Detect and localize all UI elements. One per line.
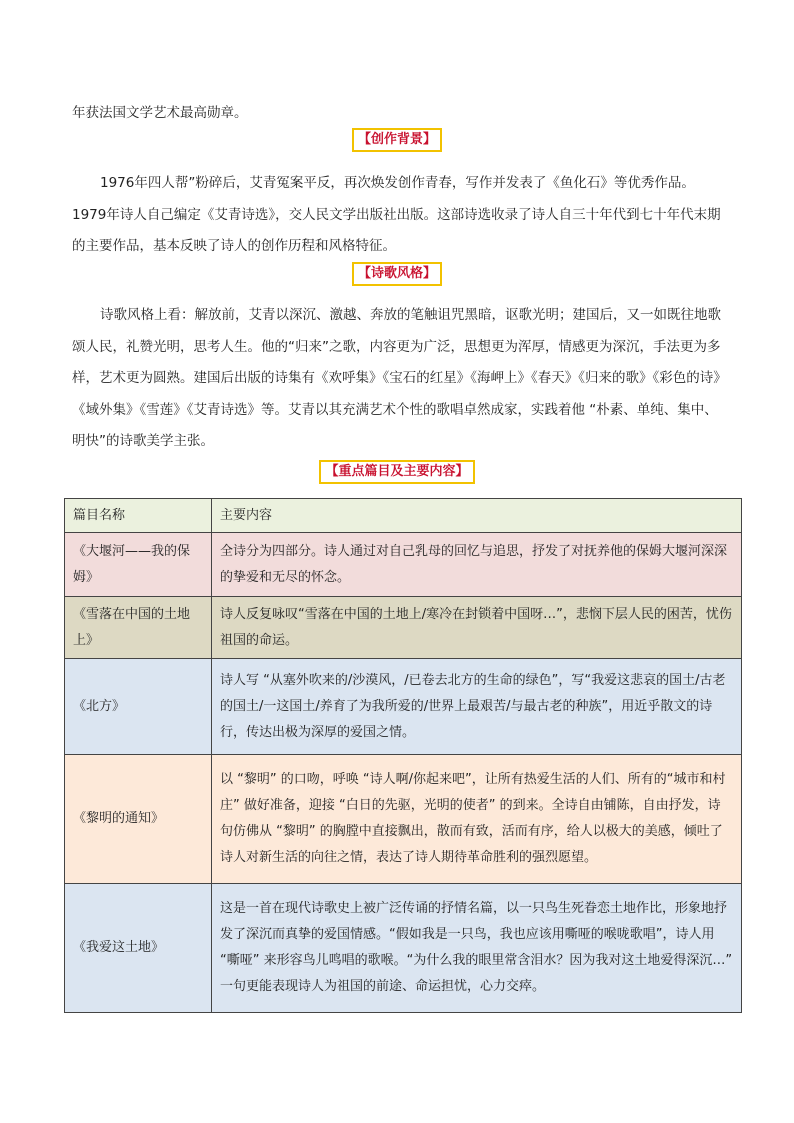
table-row (65, 533, 742, 597)
work-title: 《大堰河——我的保姆》 (65, 533, 212, 597)
work-content: 全诗分为四部分。诗人通过对自己乳母的回忆与追思，抒发了对抚养他的保姆大堰河深深的挚爱和无尽的怀念。 (212, 533, 742, 597)
heading-label: 【诗歌风格】 (352, 262, 442, 286)
work-title: 《我爱这土地》 (65, 884, 212, 1013)
table-header-row (65, 499, 742, 533)
section-heading-style (0, 262, 794, 288)
works-table (64, 498, 742, 1013)
section-heading-background (0, 128, 794, 154)
table-row (65, 659, 742, 755)
work-title: 《雪落在中国的土地上》 (65, 597, 212, 659)
work-title: 《黎明的通知》 (65, 755, 212, 884)
work-content: 诗人写 “从塞外吹来的/沙漠风，/已卷去北方的生命的绿色”，写“我爱这悲哀的国土/古老的国土/一这国土/养育了为我所爱的/世界上最艰苦/与最古老的种族”，用近乎散文的诗行，传达出极为深厚的爱国之情。 (212, 659, 742, 755)
column-header-content: 主要内容 (212, 499, 742, 533)
background-paragraph: 1976年四人帮”粉碎后，艾青冤案平反，再次焕发创作青春，写作并发表了《鱼化石》等优秀作品。1979年诗人自己编定《艾青诗选》，交人民文学出版社出版。这部诗选收录了诗人自三十年代到七十年代末期的主要作品，基本反映了诗人的创作历程和风格特征。 (72, 175, 721, 254)
intro-line: 年获法国文学艺术最高勋章。 (72, 105, 248, 121)
section-heading-works (0, 460, 794, 486)
table-row (65, 597, 742, 659)
style-paragraph: 诗歌风格上看：解放前，艾青以深沉、激越、奔放的笔触诅咒黑暗，讴歌光明；建国后，又一如既往地歌颂人民，礼赞光明，思考人生。他的“归来”之歌，内容更为广泛，思想更为浑厚，情感更为深沉，手法更为多样，艺术更为圆熟。建国后出版的诗集有《欢呼集》《宝石的红星》《海岬上》《春天》《归来的歌》《彩色的诗》《域外集》《雪莲》《艾青诗选》等。艾青以其充满艺术个性的歌唱卓然成家，实践着他 “朴素、单纯、集中、明快”的诗歌美学主张。 (72, 307, 721, 449)
table-row (65, 884, 742, 1013)
work-content: 这是一首在现代诗歌史上被广泛传诵的抒情名篇，以一只鸟生死眷恋土地作比，形象地抒发了深沉而真挚的爱国情感。“假如我是一只鸟，我也应该用嘶哑的喉咙歌唱”，诗人用 “嘶哑” 来形容鸟儿鸣唱的歌喉。“为什么我的眼里常含泪水？因为我对这土地爱得深沉…” 一句更能表现诗人为祖国的前途、命运担忧，心力交瘁。 (212, 884, 742, 1013)
work-content: 以 “黎明” 的口吻，呼唤 “诗人啊/你起来吧”，让所有热爱生活的人们、所有的“城市和村庄” 做好准备，迎接 “白日的先驱，光明的使者” 的到来。全诗自由铺陈，自由抒发，诗句仿佛从 “黎明” 的胸膛中直接飘出，散而有致，活而有序，给人以极大的美感，倾吐了诗人对新生活的向往之情，表达了诗人期待革命胜利的强烈愿望。 (212, 755, 742, 884)
heading-label: 【创作背景】 (352, 128, 442, 152)
work-title: 《北方》 (65, 659, 212, 755)
work-content: 诗人反复咏叹“雪落在中国的土地上/寒冷在封锁着中国呀…”，悲悯下层人民的困苦，忧伤祖国的命运。 (212, 597, 742, 659)
table-row (65, 755, 742, 884)
column-header-title: 篇目名称 (65, 499, 212, 533)
heading-label: 【重点篇目及主要内容】 (319, 460, 474, 484)
